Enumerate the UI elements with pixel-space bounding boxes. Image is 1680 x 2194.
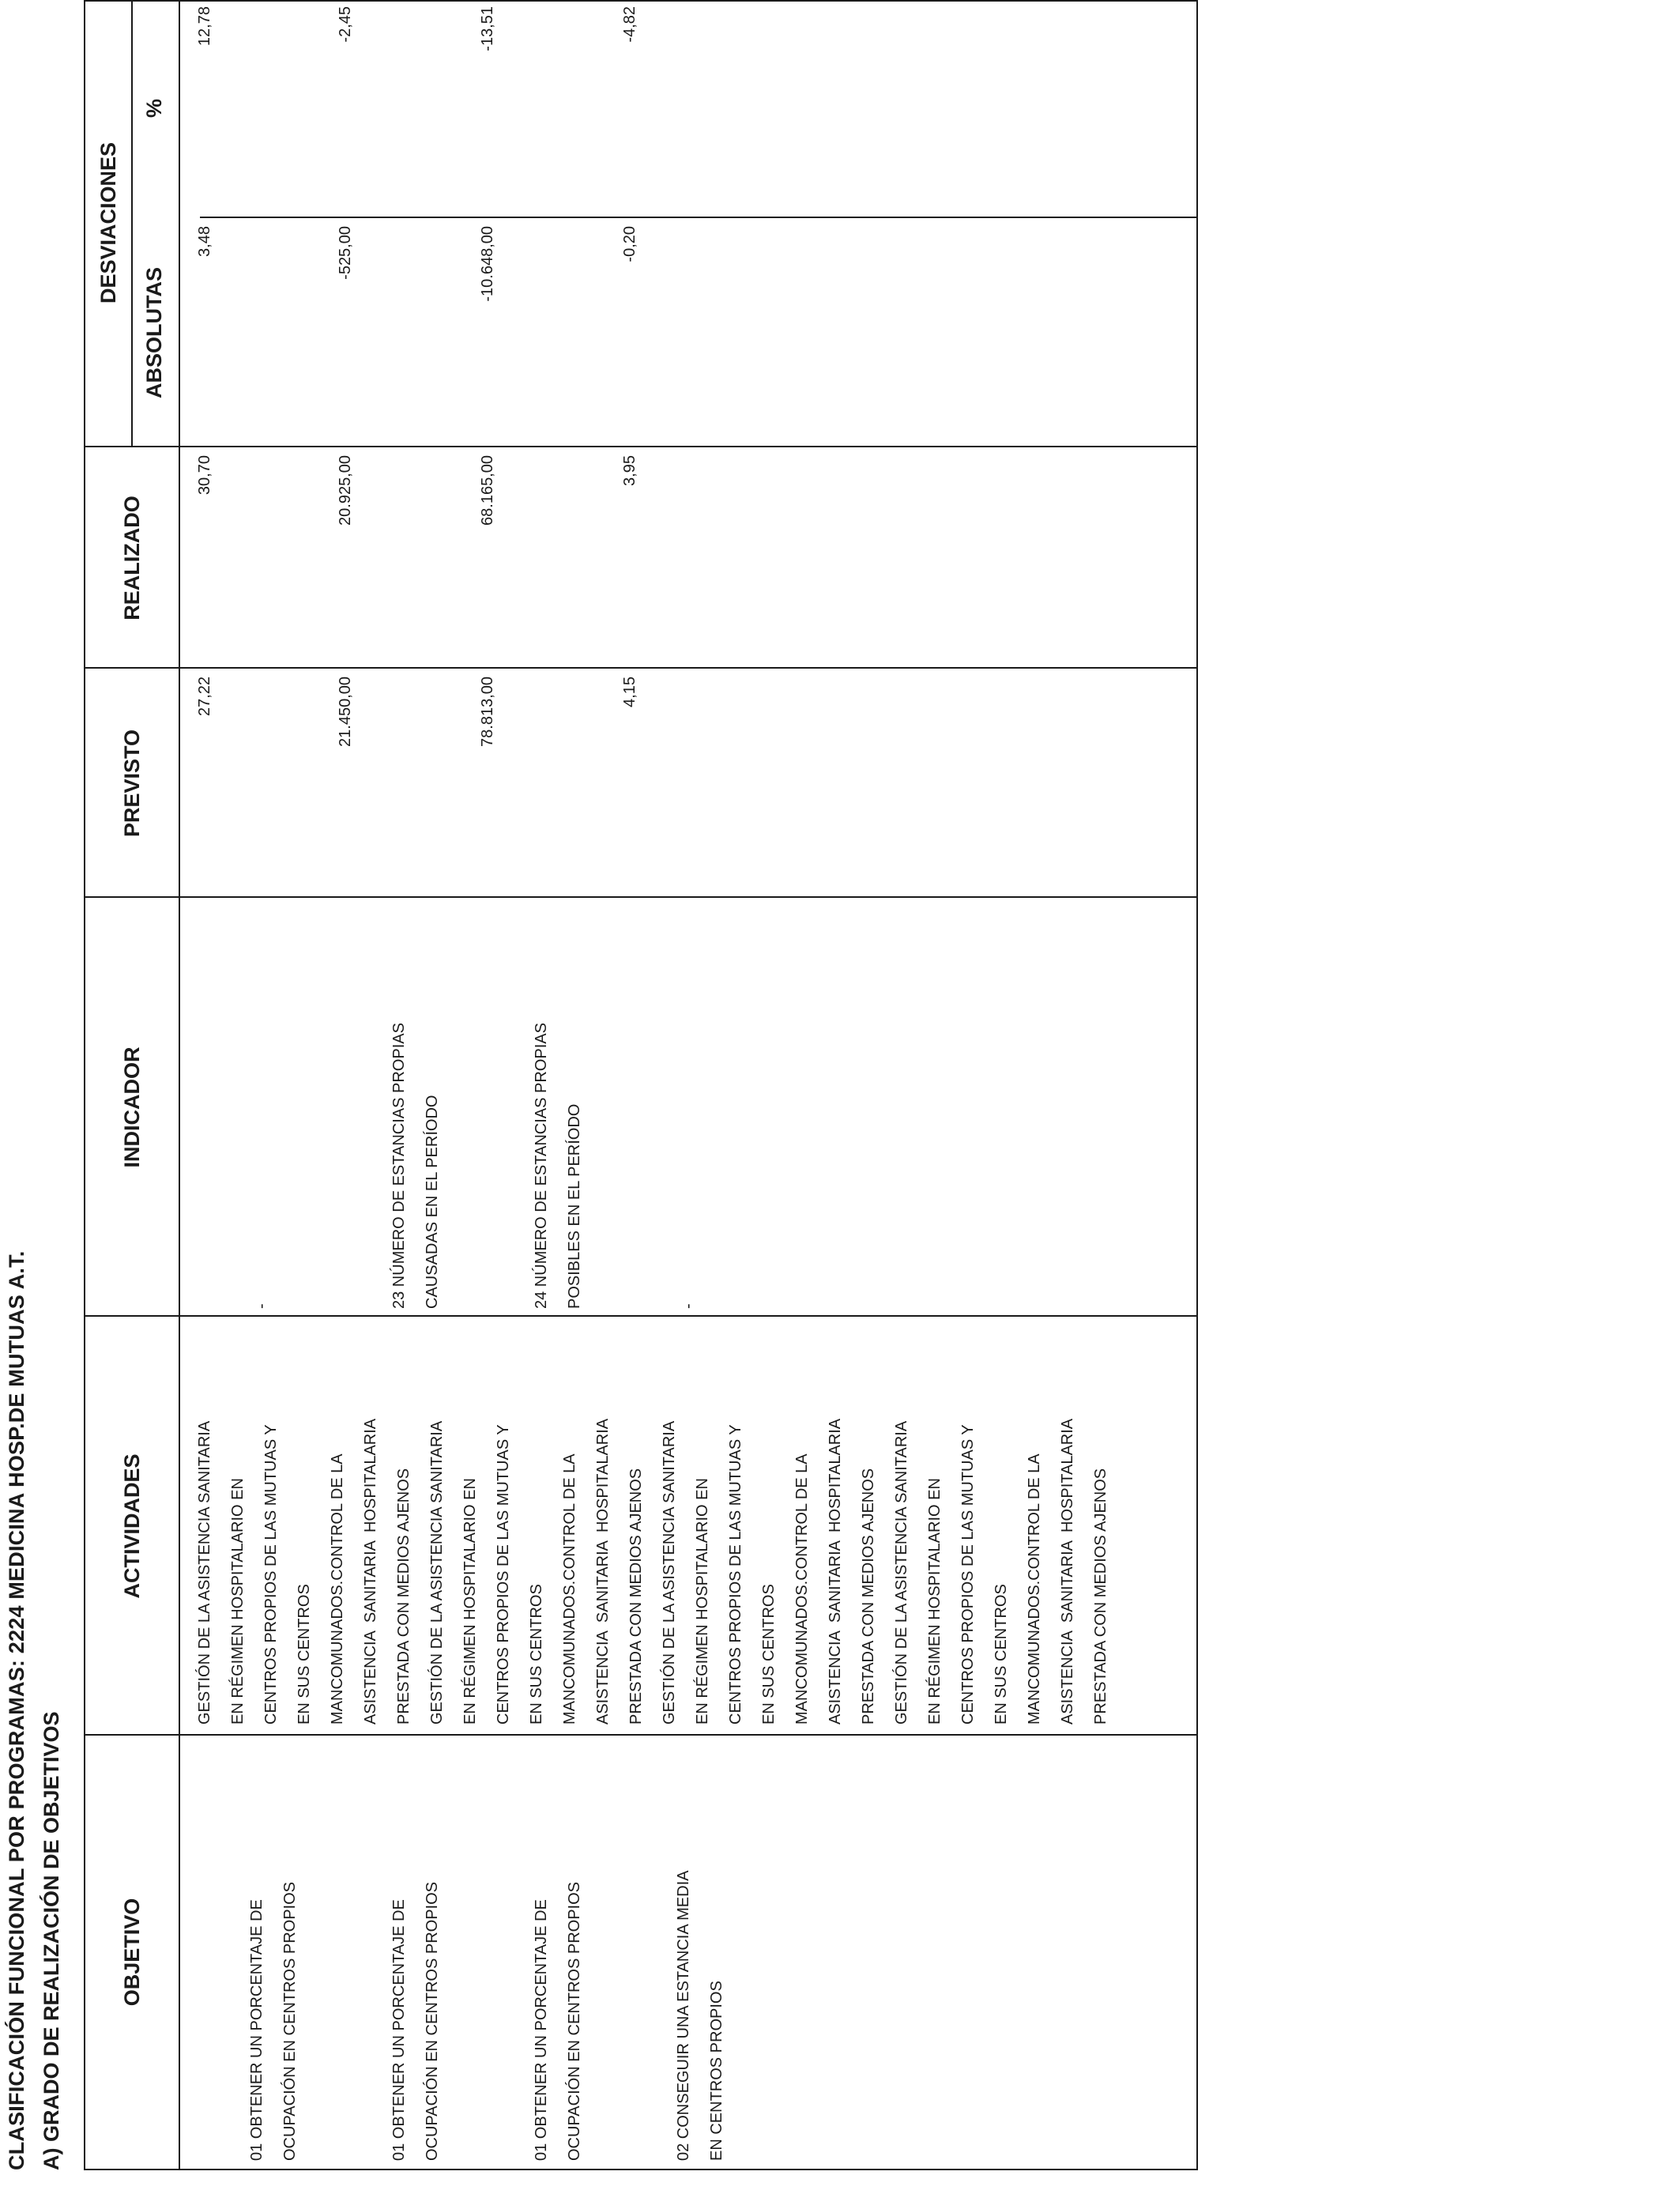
header-absolutas: ABSOLUTAS	[142, 267, 166, 398]
objetivo-cell: 01 OBTENER UN PORCENTAJE DE OCUPACIÓN EN CENTROS PROPIOS	[248, 1881, 299, 2161]
objetivo-cell: 02 CONSEGUIR UNA ESTANCIA MEDIA EN CENTROS PROPIOS	[675, 1870, 725, 2161]
porcentaje-value: -2,45	[337, 6, 354, 43]
objetivo-cell: 01 OBTENER UN PORCENTAJE DE OCUPACIÓN EN CENTROS PROPIOS	[533, 1881, 583, 2161]
column-divider	[85, 1315, 1196, 1317]
header-realizado: REALIZADO	[120, 496, 144, 620]
column-divider	[85, 1734, 1196, 1736]
indicador-cell: -	[680, 1303, 697, 1309]
document-subtitle: A) GRADO DE REALIZACIÓN DE OBJETIVOS	[40, 1711, 63, 2170]
absolutas-value: -0,20	[621, 226, 638, 262]
realizado-value: 30,70	[196, 455, 213, 496]
indicador-cell: -	[253, 1303, 270, 1309]
realizado-value: 20.925,00	[337, 455, 354, 526]
previsto-value: 21.450,00	[337, 677, 354, 747]
indicador-cell: 23 NÚMERO DE ESTANCIAS PROPIAS CAUSADAS EN EL PERÍODO	[390, 1023, 441, 1309]
porcentaje-value: -4,82	[621, 6, 638, 43]
header-divider	[179, 2, 180, 2169]
subheader-divider	[131, 2, 133, 447]
header-previsto: PREVISTO	[120, 729, 144, 838]
objetivo-cell: 01 OBTENER UN PORCENTAJE DE OCUPACIÓN EN CENTROS PROPIOS	[390, 1881, 441, 2161]
header-porcentaje: %	[142, 99, 166, 119]
absolutas-value: 3,48	[196, 226, 213, 257]
previsto-value: 4,15	[621, 677, 638, 707]
objectives-table	[84, 0, 1198, 2170]
header-actividades: ACTIVIDADES	[120, 1453, 144, 1599]
previsto-value: 78.813,00	[479, 677, 496, 747]
document-title: CLASIFICACIÓN FUNCIONAL POR PROGRAMAS: 2224 MEDICINA HOSP.DE MUTUAS A.T.	[5, 1250, 28, 2170]
porcentaje-value: 12,78	[196, 6, 213, 47]
absolutas-value: -10.648,00	[479, 226, 496, 302]
column-divider	[85, 667, 1196, 669]
header-indicador: INDICADOR	[120, 1046, 144, 1168]
header-desviaciones: DESVIACIONES	[96, 141, 120, 304]
actividades-text: GESTIÓN DE LA ASISTENCIA SANITARIA EN RÉGIMEN HOSPITALARIO EN CENTROS PROPIOS DE LAS MUTUAS Y EN SUS CENTROS MANCOMUNADOS.CONTROL DE LA ASISTENCIA SANITARIA HOSPITALARIA PRESTADA CON MEDIOS AJENOS GESTIÓN DE LA ASISTENCIA SANITARIA EN RÉGIMEN HOSPITALARIO EN CENTROS PROPIOS DE LAS MUTUAS Y EN SUS CENTROS MANCOMUNADOS.CONTROL DE LA ASISTENCIA SANITARIA HOSPITALARIA PRESTADA CON MEDIOS AJENOS GESTIÓN DE LA ASISTENCIA SANITARIA EN RÉGIMEN HOSPITALARIO EN CENTROS PROPIOS DE LAS MUTUAS Y EN SUS CENTROS MANCOMUNADOS.CONTROL DE LA ASISTENCIA SANITARIA HOSPITALARIA PRESTADA CON MEDIOS AJENOS GESTIÓN DE LA ASISTENCIA SANITARIA EN RÉGIMEN HOSPITALARIO EN CENTROS PROPIOS DE LAS MUTUAS Y EN SUS CENTROS MANCOMUNADOS.CONTROL DE LA ASISTENCIA SANITARIA HOSPITALARIA PRESTADA CON MEDIOS AJENOS	[196, 1418, 1109, 1725]
realizado-value: 3,95	[621, 455, 638, 486]
header-objetivo: OBJETIVO	[120, 1898, 144, 2007]
absolutas-value: -525,00	[337, 226, 354, 280]
column-divider	[85, 896, 1196, 898]
realizado-value: 68.165,00	[479, 455, 496, 526]
porcentaje-value: -13,51	[479, 6, 496, 51]
column-divider	[85, 446, 1196, 447]
previsto-value: 27,22	[196, 677, 213, 717]
indicador-cell: 24 NÚMERO DE ESTANCIAS PROPIAS POSIBLES EN EL PERÍODO	[533, 1023, 583, 1309]
